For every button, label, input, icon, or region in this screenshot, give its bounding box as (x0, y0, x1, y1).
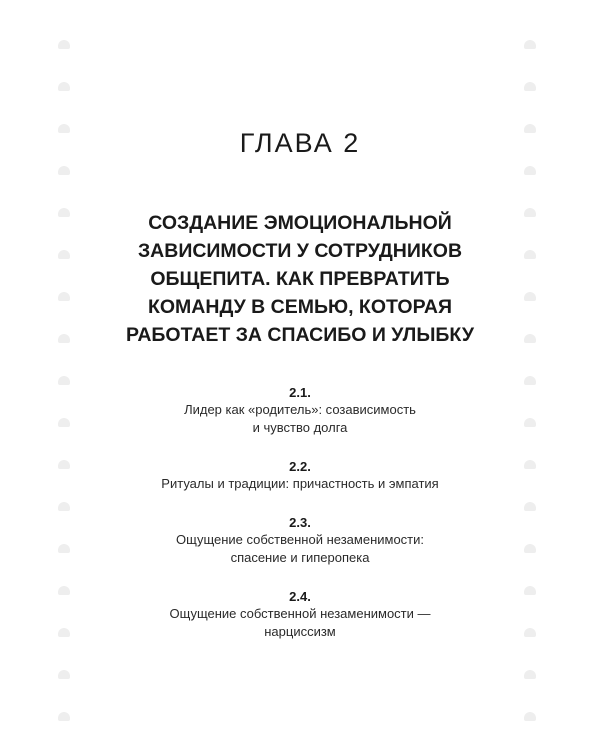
section-title: Ощущение собственной незаменимости: спасение и гиперопека (175, 532, 424, 565)
section-number: 2.2. (289, 459, 311, 474)
section-number: 2.4. (289, 589, 311, 604)
section-item (100, 384, 500, 437)
section-item (100, 458, 500, 493)
right-dot-decoration (524, 0, 542, 750)
section-number: 2.1. (289, 385, 311, 400)
left-dot-decoration (58, 0, 76, 750)
chapter-label: ГЛАВА 2 (239, 128, 361, 158)
chapter-title: СОЗДАНИЕ ЭМОЦИОНАЛЬНОЙ ЗАВИСИМОСТИ У СОТРУДНИКОВ ОБЩЕПИТА. КАК ПРЕВРАТИТЬ КОМАНДУ В СЕМЬЮ, КОТОРАЯ РАБОТАЕТ ЗА СПАСИБО И УЛЫБКУ (126, 212, 474, 346)
section-item (100, 588, 500, 641)
section-list (100, 384, 500, 662)
section-title: Лидер как «родитель»: созависимость и чувство долга (184, 402, 416, 435)
section-title: Ритуалы и традиции: причастность и эмпатия (161, 476, 439, 491)
section-number: 2.3. (289, 515, 311, 530)
section-item (100, 514, 500, 567)
chapter-page (100, 0, 500, 750)
section-title: Ощущение собственной незаменимости — нарциссизм (169, 606, 431, 639)
